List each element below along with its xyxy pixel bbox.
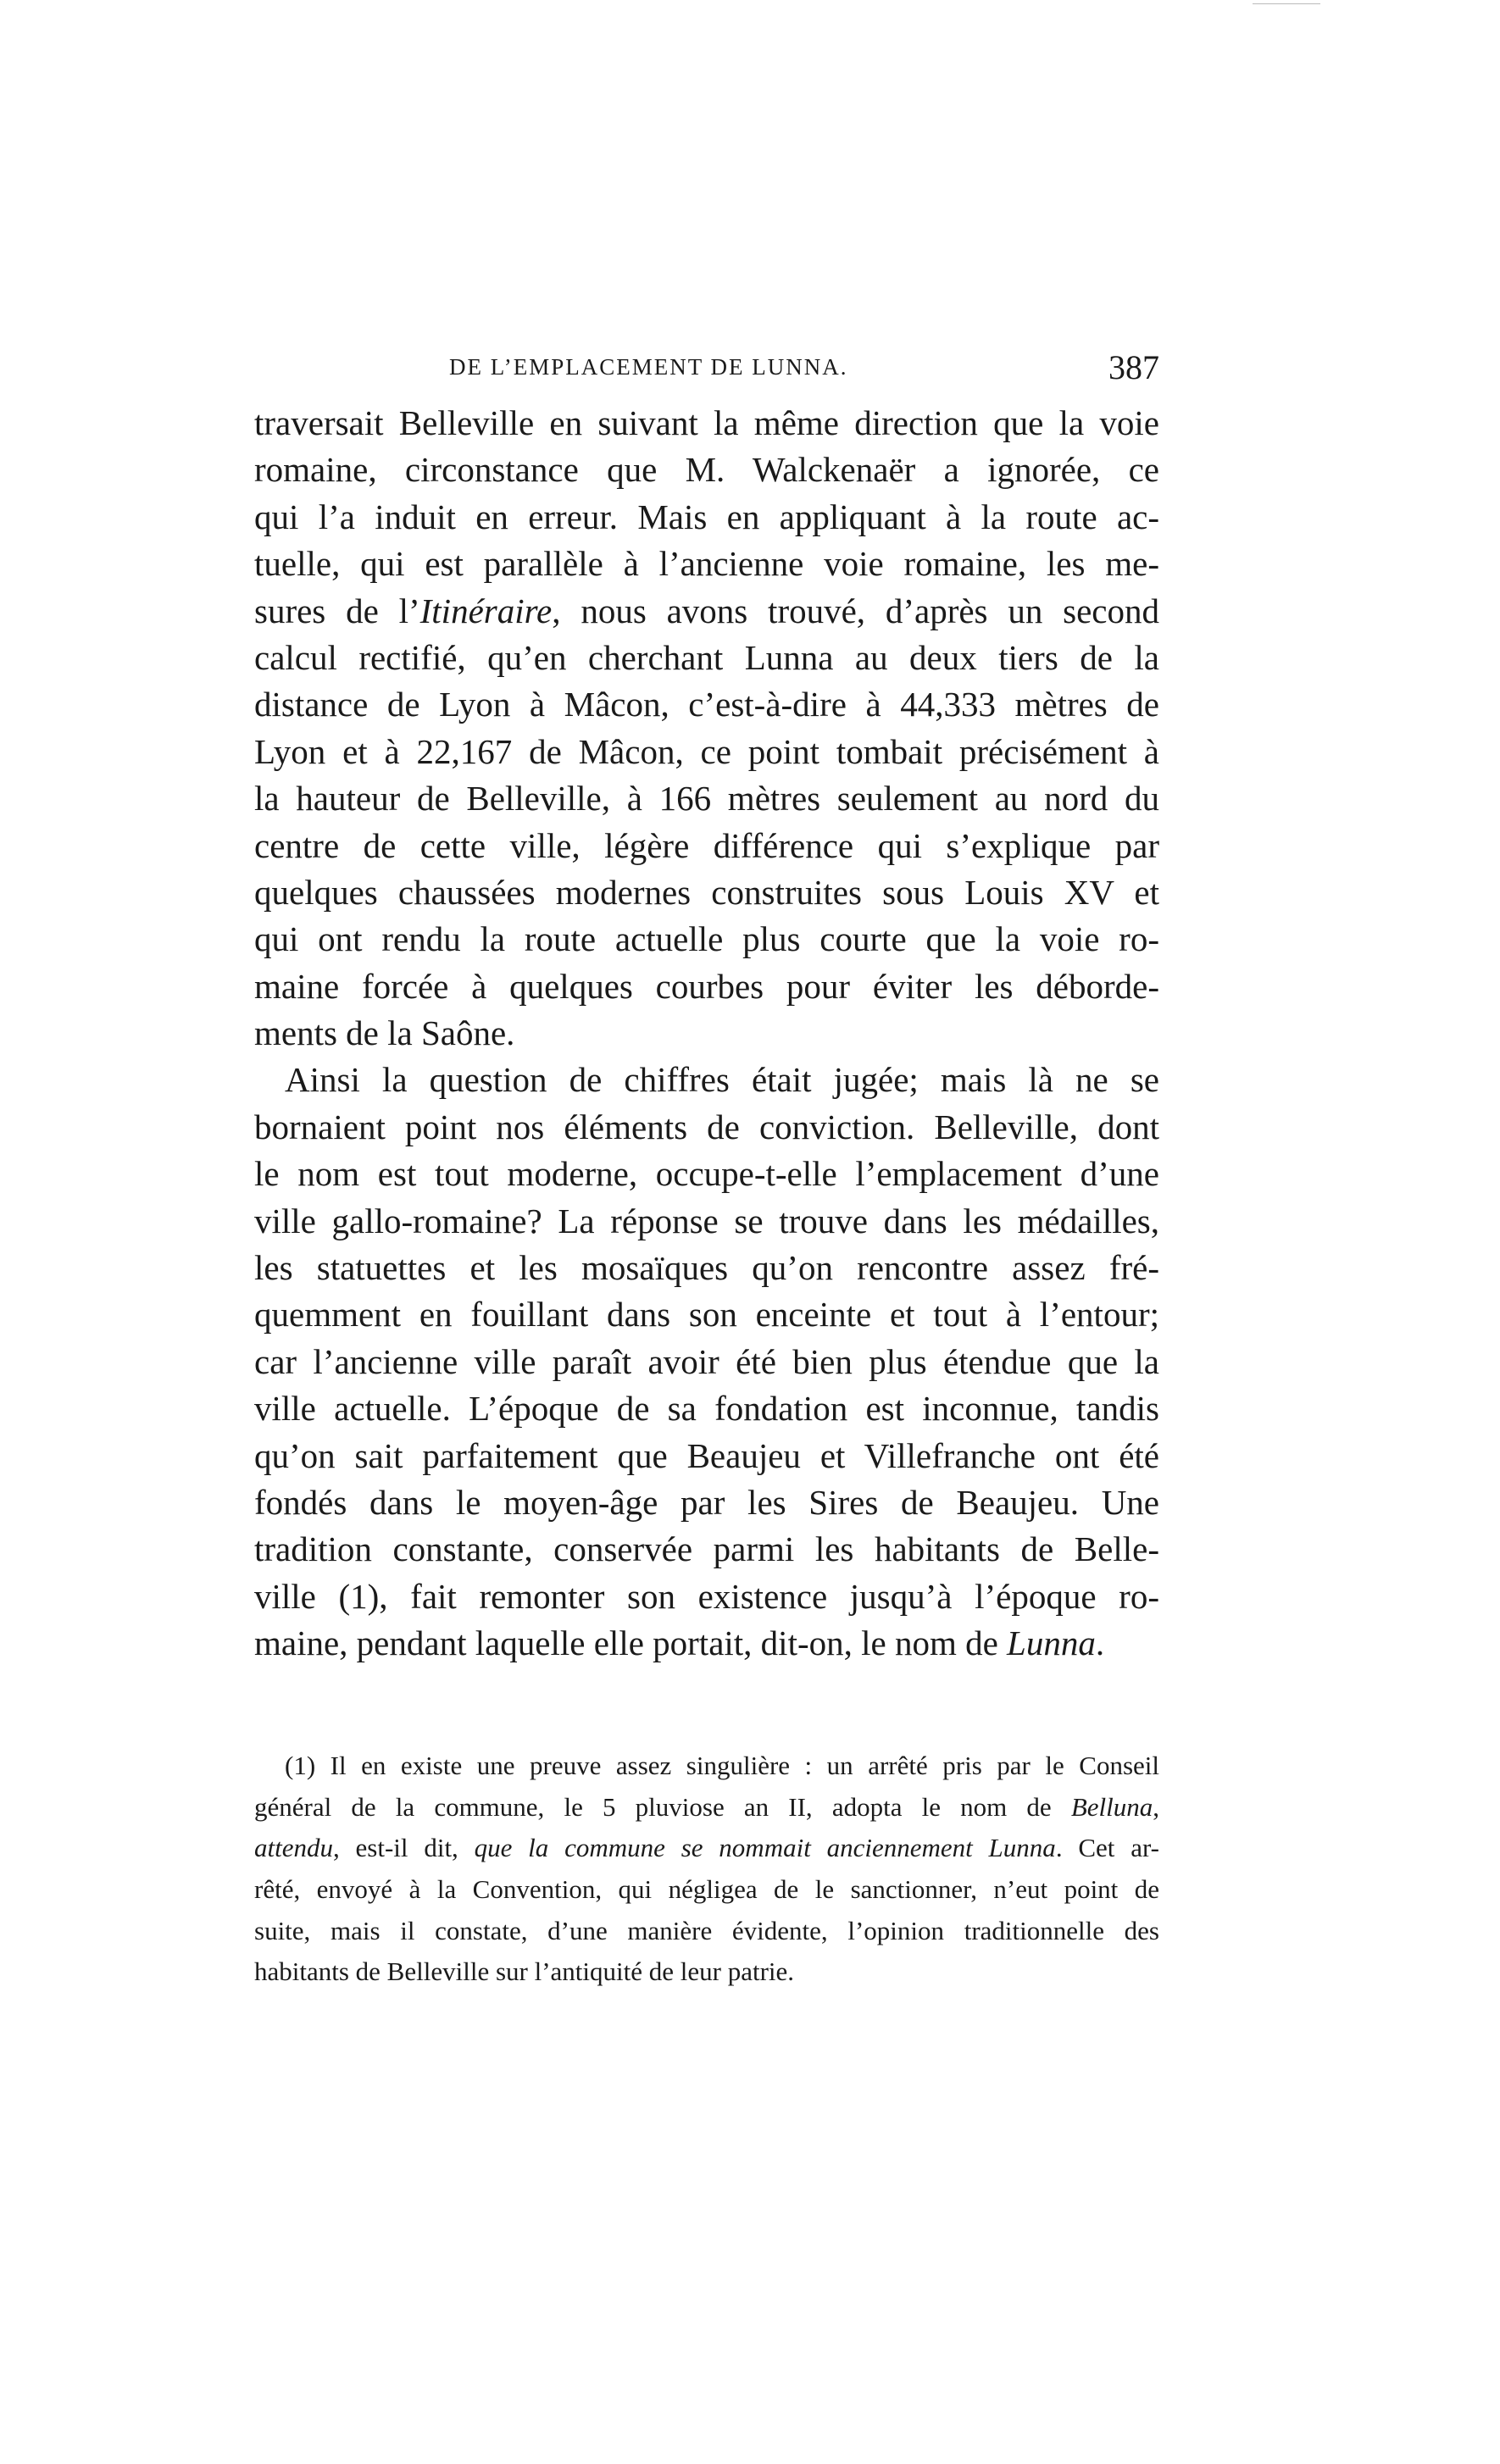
body-text (254, 400, 1159, 1668)
italic-text: attendu (254, 1833, 333, 1863)
footnote-line (254, 1787, 1159, 1829)
text-run: suite, mais il constate, d’une manière évidente, l’opinion traditionnelle des (254, 1915, 1159, 1945)
page-number: 387 (1108, 348, 1159, 386)
text-run: , est-il dit, (333, 1833, 475, 1863)
text-run: . (1095, 1623, 1105, 1663)
scan-edge-line (1253, 3, 1320, 4)
text-run: ville actuelle. L’époque de sa fondation est inconnue, tandis (254, 1389, 1159, 1429)
running-title: DE L’EMPLACEMENT DE LUNNA. (449, 354, 848, 380)
footnote-line (254, 1911, 1159, 1952)
page-header (254, 347, 1159, 390)
italic-text: que la commune se nommait anciennement Lunna (474, 1833, 1056, 1863)
text-run: distance de Lyon à Mâcon, c’est-à-dire à 44,333 mètres de (254, 685, 1159, 724)
footnote-line (254, 1828, 1159, 1869)
text-run: les statuettes et les mosaïques qu’on rencontre assez fré- (254, 1248, 1159, 1288)
text-line (254, 1573, 1159, 1620)
text-line (254, 1433, 1159, 1479)
text-line (254, 1620, 1159, 1667)
text-run: centre de cette ville, légère différence qui s’explique par (254, 825, 1159, 865)
text-run: ments de la Saône. (254, 1013, 515, 1053)
text-run: . Cet ar- (1055, 1833, 1159, 1863)
text-line (254, 1198, 1159, 1245)
text-run: tradition constante, conservée parmi les habitants de Belle- (254, 1529, 1159, 1569)
footnote-line (254, 1951, 1159, 1993)
text-run: (1) Il en existe une preuve assez singulière : un arrêté pris par le Conseil (285, 1751, 1159, 1780)
footnotes (254, 1745, 1159, 1993)
text-line (254, 916, 1159, 963)
text-run: ville (1), fait remonter son existence jusqu’à l’époque ro- (254, 1576, 1159, 1616)
text-line (254, 681, 1159, 728)
text-run: qu’on sait parfaitement que Beaujeu et Villefranche ont été (254, 1435, 1159, 1475)
text-run: Lyon et à 22,167 de Mâcon, ce point tombait précisément à (254, 731, 1159, 771)
footnote-line (254, 1869, 1159, 1911)
text-line (254, 1151, 1159, 1197)
text-run: , (1153, 1791, 1159, 1822)
text-line (254, 1385, 1159, 1432)
text-line (254, 588, 1159, 635)
text-run: ville gallo-romaine? La réponse se trouve dans les médailles, (254, 1201, 1159, 1240)
text-run: maine forcée à quelques courbes pour éviter les déborde- (254, 966, 1159, 1006)
text-line (254, 1010, 1159, 1057)
text-run: calcul rectifié, qu’en cherchant Lunna au deux tiers de la (254, 637, 1159, 677)
italic-text: Lunna (1007, 1623, 1096, 1663)
text-line (254, 963, 1159, 1010)
text-line (254, 635, 1159, 681)
text-line (254, 823, 1159, 869)
italic-text: Belluna (1070, 1791, 1153, 1822)
text-run: , nous avons trouvé, d’après un second (552, 591, 1159, 630)
text-run: romaine, circonstance que M. Walckenaër a ignorée, ce (254, 450, 1159, 490)
text-line (254, 1339, 1159, 1385)
text-line (254, 400, 1159, 447)
text-line (254, 1104, 1159, 1151)
text-run: traversait Belleville en suivant la même direction que la voie (254, 403, 1159, 442)
text-run: car l’ancienne ville paraît avoir été bien plus étendue que la (254, 1341, 1159, 1381)
text-run: sures de l’ (254, 591, 420, 630)
text-run: fondés dans le moyen-âge par les Sires de Beaujeu. Une (254, 1482, 1159, 1522)
text-run: qui l’a induit en erreur. Mais en appliquant à la route ac- (254, 497, 1159, 536)
text-run: qui ont rendu la route actuelle plus courte que la voie ro- (254, 919, 1159, 959)
text-line (254, 1057, 1159, 1103)
text-run: tuelle, qui est parallèle à l’ancienne voie romaine, les me- (254, 544, 1159, 584)
text-run: quelques chaussées modernes construites sous Louis XV et (254, 872, 1159, 912)
text-run: le nom est tout moderne, occupe-t-elle l’emplacement d’une (254, 1154, 1159, 1194)
text-line (254, 1479, 1159, 1526)
text-run: général de la commune, le 5 pluviose an II, adopta le nom de (254, 1791, 1071, 1822)
footnote-line (254, 1745, 1159, 1787)
text-run: rêté, envoyé à la Convention, qui négligea de le sanctionner, n’eut point de (254, 1874, 1159, 1905)
italic-text: Itinéraire (419, 591, 553, 630)
text-run: habitants de Belleville sur l’antiquité de leur patrie. (254, 1956, 795, 1987)
text-line (254, 447, 1159, 493)
text-line (254, 541, 1159, 587)
text-run: quemment en fouillant dans son enceinte et tout à l’entour; (254, 1295, 1159, 1335)
text-line (254, 1291, 1159, 1338)
text-line (254, 1526, 1159, 1573)
text-run: Ainsi la question de chiffres était jugée; mais là ne se (285, 1060, 1159, 1100)
text-line (254, 869, 1159, 916)
text-line (254, 1245, 1159, 1291)
text-run: la hauteur de Belleville, à 166 mètres seulement au nord du (254, 779, 1159, 819)
text-line (254, 775, 1159, 822)
text-line (254, 729, 1159, 775)
text-line (254, 494, 1159, 541)
text-run: maine, pendant laquelle elle portait, dit-on, le nom de (254, 1623, 1008, 1663)
text-run: bornaient point nos éléments de conviction. Belleville, dont (254, 1107, 1159, 1146)
